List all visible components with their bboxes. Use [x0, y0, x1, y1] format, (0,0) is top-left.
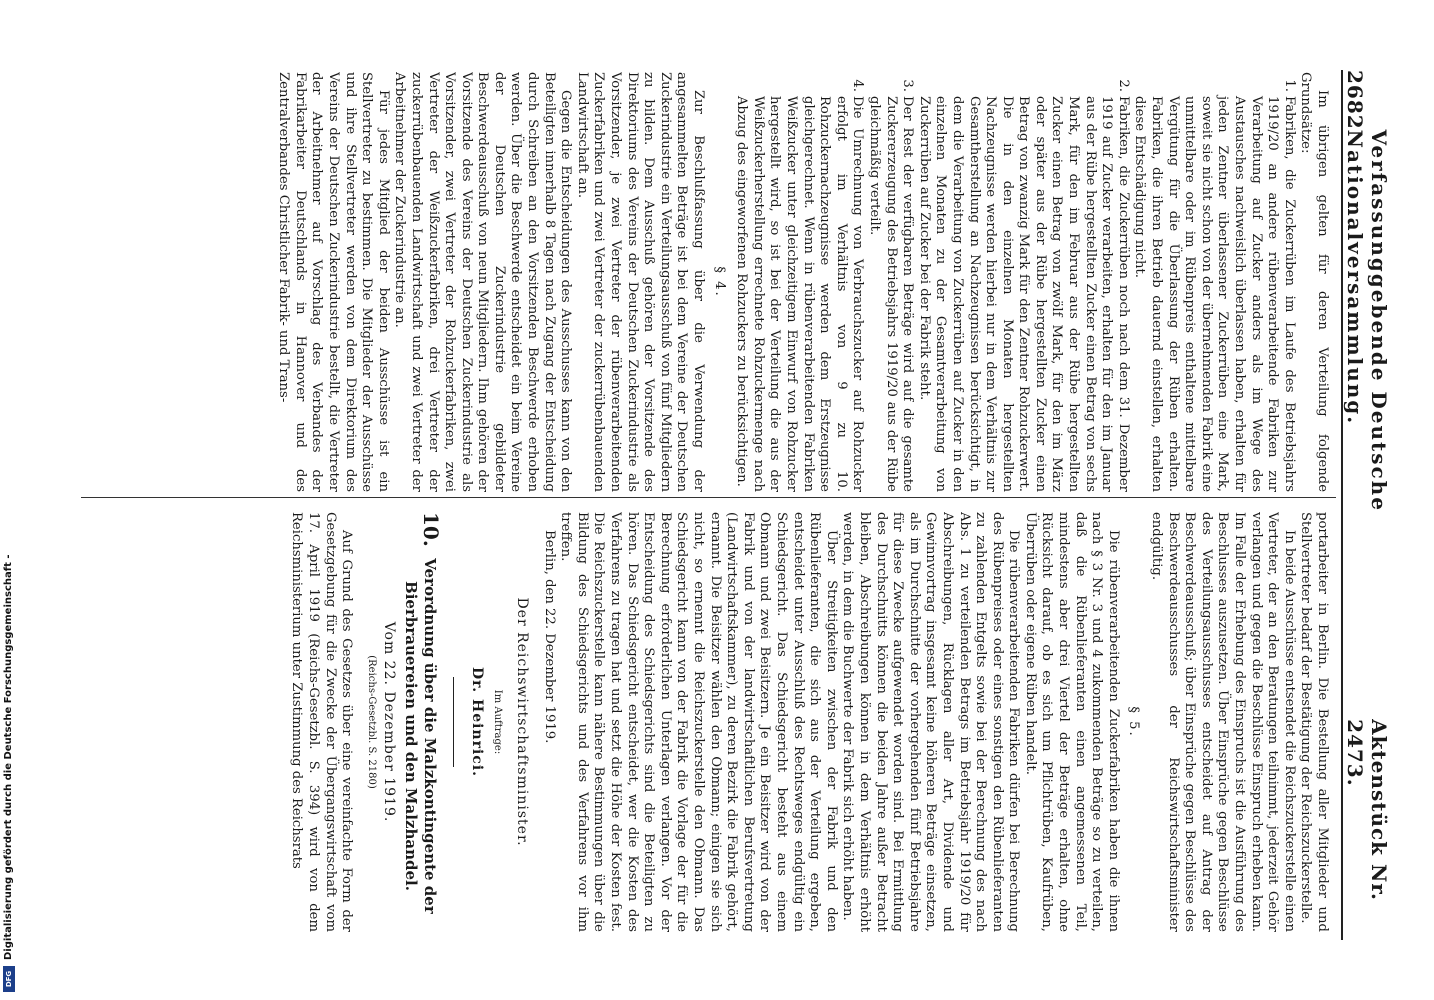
- list-item-number: 1.: [1281, 79, 1297, 92]
- decree-reference: (Reichs-Gesetzbl. S. 2180): [365, 655, 377, 789]
- list-item-text: Der Rest der verfügbaren Beträge wird auf die gesamte Zuckererzeugung des Betriebsjahrs 1919/20 aus der Rübe gleichmäßig verteilt.: [866, 96, 916, 492]
- dfg-logo: DFG: [3, 966, 15, 992]
- funding-credit: Digitalisierung gefördert durch die Deutsche Forschungsgemeinschaft -: [3, 554, 14, 960]
- right-column: [85, 512, 1330, 932]
- list-item-text: Fabriken, die Zuckerrüben noch nach dem 31. Dezember 1919 auf Zucker verarbeiten, erhalten für den im Januar aus der Rübe hergestellten Zucker einen Betrag von sechs Mark, für den im Februar aus der Rübe hergestellten Zucker einen Betrag von zwölf Mark, für den im März oder später aus der Rübe hergestellten Zucker einen Betrag von zwanzig Mark für den Zentner Rohzuckerwert. Die in den einzelnen Monaten hergestellten Nachzeugnisse werden hierbei nur in dem Verhältnis zur Gesamtherstellung an Nachzeugnissen berücksichtigt, in dem die Verarbeitung von Zuckerrüben auf Zucker in den einzelnen Monaten zu der Gesamtverarbeitung von Zuckerrüben auf Zucker bei der Fabrik steht.: [916, 96, 1131, 492]
- left-column: [85, 72, 1330, 492]
- section-heading: § 4.: [711, 266, 727, 298]
- list-item-number: 3.: [900, 79, 916, 92]
- signatory-title: Der Reichswirtschaftsminister.: [514, 597, 531, 847]
- digitization-footer: [0, 0, 18, 1000]
- place-date: Berlin, den 22. Dezember 1919.: [541, 530, 557, 744]
- continuation-paragraph: portarbeiter in Berlin. Die Bestellung aller Mitglieder und Stellvertreter bedarf der Bestätigung der Reichszuckerstelle.: [1298, 512, 1330, 932]
- list-item: [915, 72, 1131, 492]
- decree-title: Verordnung über die Malzkontingente der Bierbrauereien und den Malzhandel.: [402, 558, 440, 914]
- body-paragraph: In beide Ausschüsse entsendet die Reichszuckerstelle einen Vertreter, der an den Beratungen teilnimmt, jederzeit Gehör verlangen und gegen die Beschlüsse Einspruch erheben kann. Im Falle der Erhebung des Einspruchs ist die Ausführung des Beschlusses auszusetzen. Über Einsprüche gegen Beschlüsse des Verteilungsausschusses entscheidet auf Antrag der Beschwerdeausschuß; über Einsprüche gegen Beschlüsse des Beschwerdeausschusses der Reichswirtschaftsminister endgültig.: [1149, 512, 1297, 932]
- body-paragraph: Zur Beschlußfassung über die Verwendung der angesammelten Beträge ist bei dem Vereine der Deutschen Zuckerindustrie ein Verteilungsausschuß von fünf Mitgliedern zu bilden. Dem Ausschuß gehören der Vorsitzende des Direktoriums des Vereins der Deutschen Zuckerindustrie als Vorsitzender, je zwei Vertreter der rübenverarbeitenden Zuckerfabriken und zwei Vertreter der zuckerrübenbauenden Landwirtschaft an.: [574, 72, 707, 492]
- list-item-text: Die Umrechnung von Verbrauchszucker auf Rohzucker erfolgt im Verhältnis von 9 zu 10. Rohzuckernachzeugnisse werden dem Erstzeugnisse gleichgerechnet. Wenn in rübenverarbeitenden Fabriken Weißzucker unter gleichzeitigem Einwurf von Rohzucker hergestellt wird, so ist bei der Verteilung die aus der Weißzuckerherstellung errechnete Rohzuckermenge nach Abzug des eingeworfenen Rohzuckers zu berücksichtigen.: [734, 96, 866, 492]
- list-item-number: 4.: [850, 79, 866, 92]
- decree-heading: [401, 512, 444, 932]
- signature-block: [453, 512, 530, 932]
- column-divider: [81, 497, 1336, 498]
- list-item: [865, 72, 915, 492]
- page-title: Verfassunggebende Deutsche Nationalversammlung.: [1343, 129, 1391, 512]
- body-paragraph: Gegen die Entscheidungen des Ausschusses kann von den Beteiligten innerhalb 8 Tagen nach Zugang der Entscheidung durch Schreiben an den Vorsitzenden Beschwerde erhoben werden. Über die Beschwerde entscheidet ein beim Vereine der Deutschen Zuckerindustrie gebildeter Beschwerdeausschuß von neun Mitgliedern. Ihm gehören der Vorsitzende des Vereins der Deutschen Zuckerindustrie als Vorsitzender, zwei Vertreter der Rohzuckerfabriken, zwei Vertreter der Weißzuckerfabriken, drei Vertreter der zuckerrübenbauenden Landwirtschaft und zwei Vertreter der Arbeitnehmer der Zuckerindustrie an.: [392, 72, 574, 492]
- list-item-text: Fabriken, die Zuckerrüben im Laufe des Betriebsjahrs 1919/20 an andere rübenverarbeitende Fabriken zur Verarbeitung auf Zucker anders als im Wege des Austausches nachweislich überlassen haben, erhalten für jeden Zentner überlassener Zuckerrüben eine Mark, soweit sie nicht schon von der übernehmenden Fabrik eine unmittelbare oder im Rübenpreis enthaltene mittelbare Vergütung für die Überlassung der Rüben erhalten. Fabriken, die ihren Betrieb dauernd einstellen, erhalten diese Entschädigung nicht.: [1132, 96, 1297, 492]
- decree-number: 10.: [419, 512, 444, 547]
- intro-paragraph: Im übrigen gelten für deren Verteilung folgende Grundsätze:: [1298, 72, 1330, 492]
- section-heading: § 5.: [1126, 706, 1142, 738]
- body-paragraph: Für jedes Mitglied der beiden Ausschüsse ist ein Stellvertreter zu bestimmen. Die Mitglieder der Ausschüsse und ihre Stellvertreter werden von dem Direktorium des Vereins der Deutschen Zuckerindustrie bestellt, die Vertreter der Arbeitnehmer auf Vorschlag des Verbandes der Fabrikarbeiter Deutschlands in Hannover und des Zentralverbandes Christlicher Fabrik- und Trans-: [276, 72, 391, 492]
- document-number: Aktenstück Nr. 2473.: [1343, 719, 1391, 901]
- signatory-name: Dr. Heinrici.: [468, 666, 485, 778]
- divider: [453, 677, 454, 767]
- list-item: [733, 72, 866, 492]
- list-item: [1131, 72, 1297, 492]
- body-paragraph: Über Streitigkeiten zwischen der Fabrik und den Rübenlieferanten, die sich aus der Verteilung ergeben, entscheidet unter Ausschluß des Rechtsweges endgültig ein Schiedsgericht. Das Schiedsgericht besteht aus einem Obmann und zwei Beisitzern. Je ein Beisitzer wird von der Fabrik und von der landwirtschaftlichen Berufsvertretung (Landwirtschaftskammer), zu deren Bezirk die Fabrik gehört, ernannt. Die Beisitzer wählen den Obmann; einigen sie sich nicht, so ernennt die Reichszuckerstelle den Obmann. Das Schiedsgericht kann von der Fabrik die Vorlage der für die Berechnung erforderlichen Unterlagen verlangen. Vor der Entscheidung des Schiedsgerichts sind die Beteiligten zu hören. Das Schiedsgericht entscheidet, wer die Kosten des Verfahrens zu tragen hat und setzt die Höhe der Kosten fest. Die Reichszuckerstelle kann nähere Bestimmungen über die Bildung des Schiedsgerichts und des Verfahrens vor ihm treffen.: [558, 512, 839, 932]
- body-paragraph: Die rübenverarbeitenden Zuckerfabriken haben die ihnen nach § 3 Nr. 3 und 4 zukommenden Beträge so zu verteilen, daß die Rübenlieferanten einen angemessenen Teil, mindestens aber drei Viertel der Beträge erhalten, ohne Rücksicht darauf, ob es sich um Pflichtrüben, Kaufrüben, Überrüben oder eigene Rüben handelt.: [1022, 512, 1121, 932]
- body-paragraph: Die rübenverarbeitenden Fabriken dürfen bei Berechnung des Rübenpreises oder eines sonstigen den Rübenlieferanten zu zahlenden Entgelts sowie bei der Berechnung des nach Abs. 1 zu verteilenden Betrags im Betriebsjahr 1919/20 für Abschreibungen, Rücklagen aller Art, Dividende und Gewinnvortrag insgesamt keine höheren Beträge einsetzen, als im Durchschnitte der vorhergehenden fünf Betriebsjahre für diese Zwecke aufgewendet worden sind. Bei Ermittlung des Durchschnitts können die beiden Jahre außer Betracht bleiben, Abschreibungen können in dem Verhältnis erhöht werden, in dem die Buchwerte der Fabrik sich erhöht haben.: [840, 512, 1022, 932]
- list-item-number: 2.: [1115, 79, 1131, 92]
- decree-date: Vom 22. Dezember 1919.: [381, 621, 398, 823]
- body-paragraph: Auf Grund des Gesetzes über eine vereinfachte Form der Gesetzgebung für die Zwecke der Übergangswirtschaft vom 17. April 1919 (Reichs-Gesetzbl. S. 394) wird von dem Reichsministerium unter Zustimmung des Reichsrats: [289, 512, 355, 932]
- page-number: 2682: [1343, 70, 1367, 130]
- signature-auftrag: Im Auftrage:: [492, 689, 504, 755]
- page-header: [1341, 70, 1391, 940]
